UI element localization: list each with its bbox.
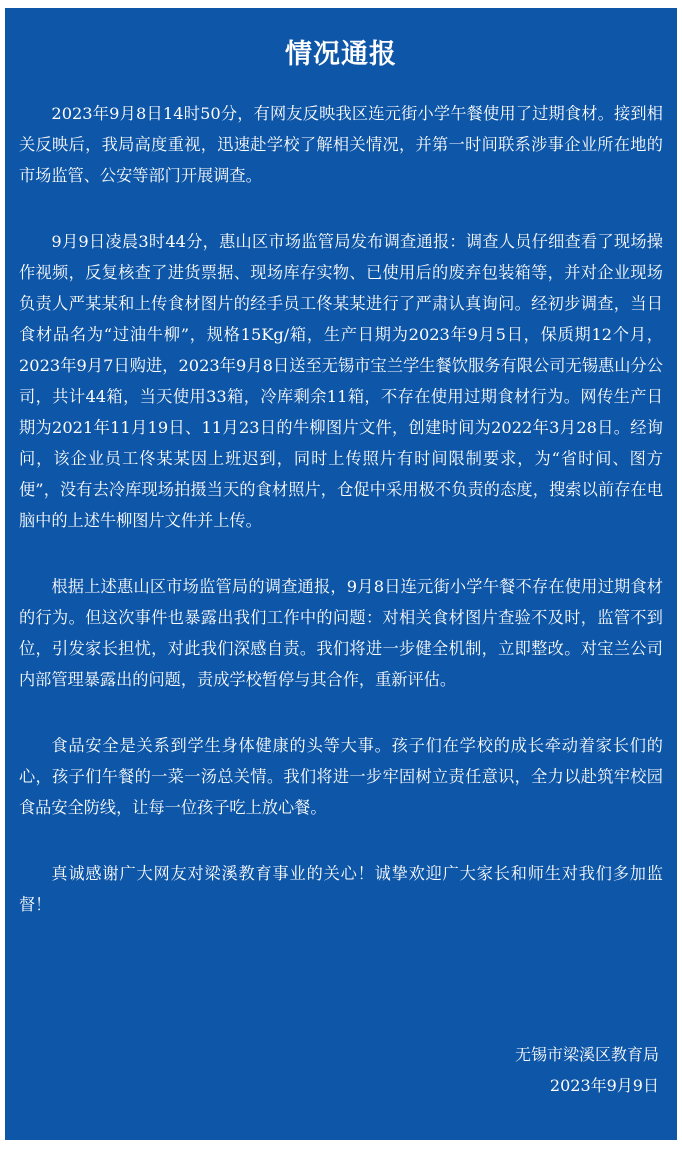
- signature-date: 2023年9月9日: [549, 1076, 659, 1095]
- notice-title: 情况通报: [285, 39, 397, 70]
- signature-organization: 无锡市梁溪区教育局: [514, 1045, 659, 1064]
- paragraph-incident: 2023年9月8日14时50分，有网友反映我区连元街小学午餐使用了过期食材。接到相关反映后，我局高度重视，迅速赴学校了解相关情况，并第一时间联系涉事企业所在地的市场监管、公安等部门开展调查。: [19, 104, 663, 185]
- paragraph-conclusion: 根据上述惠山区市场监管局的调查通报，9月8日连元街小学午餐不存在使用过期食材的行为。但这次事件也暴露出我们工作中的问题：对相关食材图片查验不及时，监管不到位，引发家长担忧，对此我们深感自责。我们将进一步健全机制，立即整改。对宝兰公司内部管理暴露出的问题，责成学校暂停与其合作，重新评估。: [19, 577, 663, 689]
- paragraph-food-safety: 食品安全是关系到学生身体健康的头等大事。孩子们在学校的成长牵动着家长们的心，孩子们午餐的一菜一汤总关情。我们将进一步牢固树立责任意识，全力以赴筑牢校园食品安全防线，让每一位孩子吃上放心餐。: [19, 736, 663, 817]
- notice-body: [19, 98, 663, 955]
- paragraph-investigation: 9月9日凌晨3时44分，惠山区市场监管局发布调查通报：调查人员仔细查看了现场操作视频，反复核查了进货票据、现场库存实物、已使用后的废弃包装箱等，并对企业现场负责人严某某和上传食材图片的经手员工佟某某进行了严肃认真询问。经初步调查，当日食材品名为“过油牛柳”，规格15Kg/箱，生产日期为2023年9月5日，保质期12个月，2023年9月7日购进，2023年9月8日送至无锡市宝兰学生餐饮服务有限公司无锡惠山分公司，共计44箱，当天使用33箱，冷库剩余11箱，不存在使用过期食材行为。网传生产日期为2021年11月19日、11月23日的牛柳图片文件，创建时间为2022年3月28日。经询问，该企业员工佟某某因上班迟到，同时上传照片有时间限制要求，为“省时间、图方便”，没有去冷库现场拍摄当天的食材照片，仓促中采用极不负责的态度，搜索以前存在电脑中的上述牛柳图片文件并上传。: [19, 232, 663, 530]
- notice-panel: [5, 8, 677, 1140]
- paragraph-thanks: 真诚感谢广大网友对梁溪教育事业的关心！诚挚欢迎广大家长和师生对我们多加监督！: [19, 864, 663, 914]
- signature-block: [515, 1039, 659, 1101]
